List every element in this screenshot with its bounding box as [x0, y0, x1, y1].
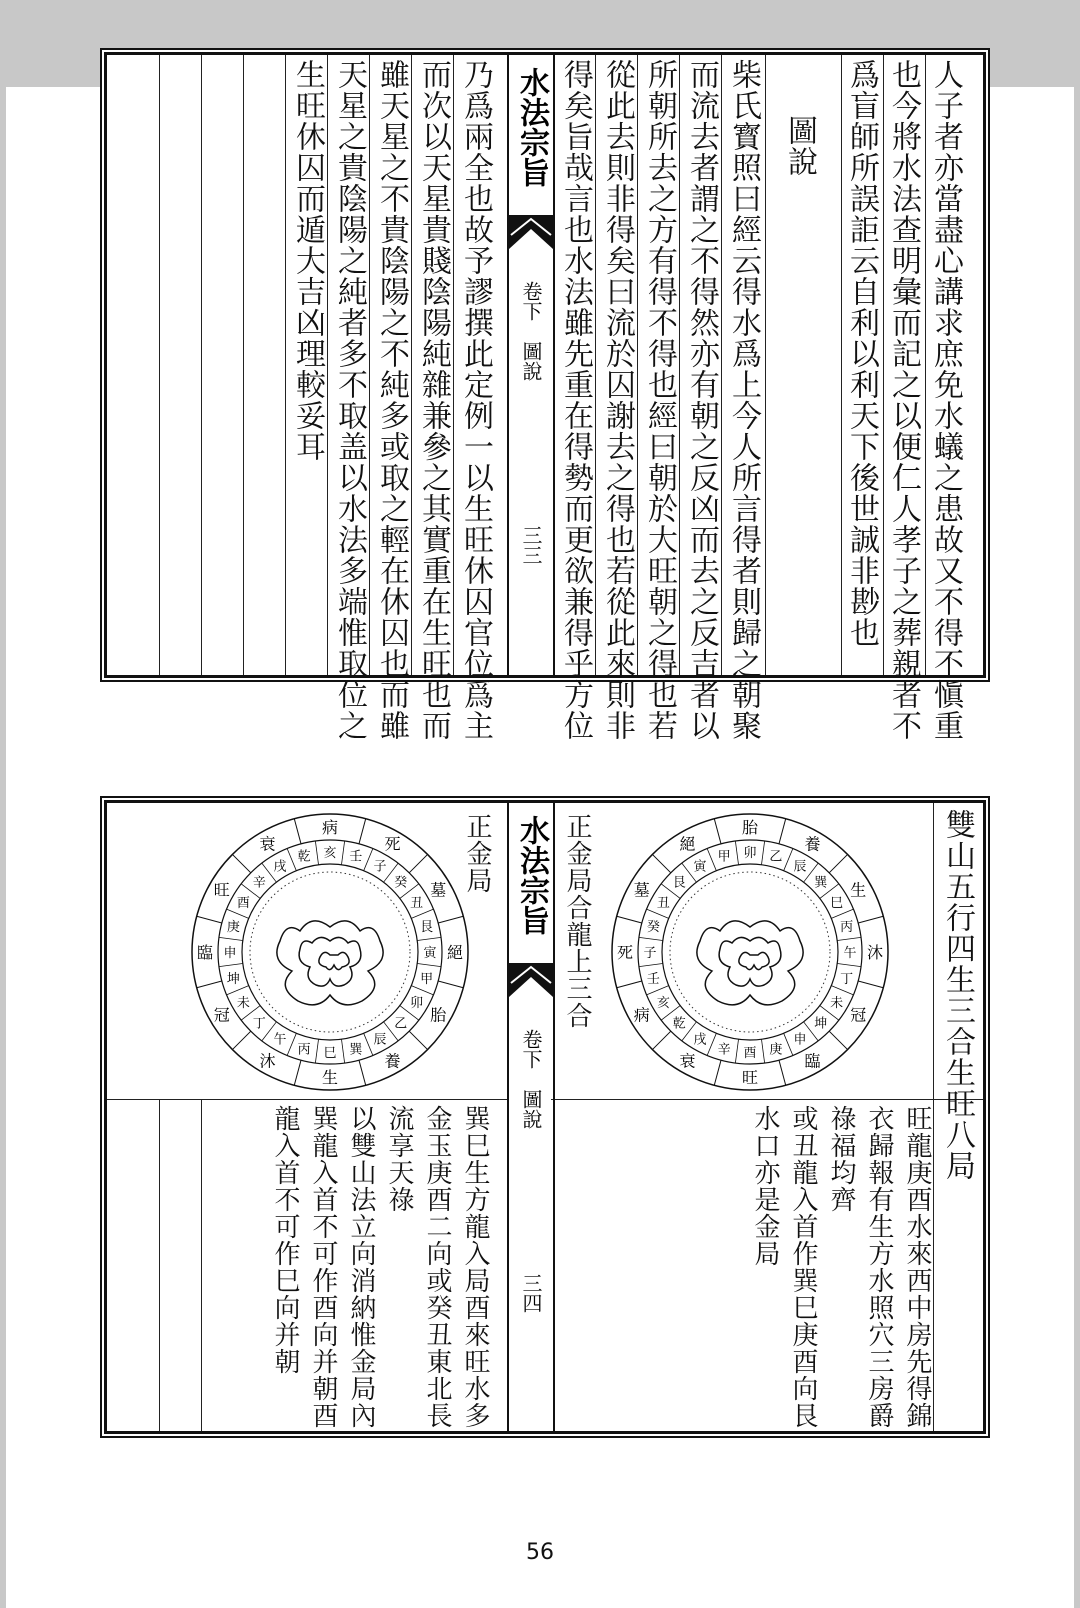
inner-ring-label: 庚: [769, 1042, 783, 1058]
inner-ring-label: 巽: [814, 875, 828, 891]
outer-ring-label: 臨: [804, 1051, 821, 1071]
ring-divider: [364, 849, 373, 871]
outer-ring-label: 絕: [446, 943, 464, 962]
ring-divider: [617, 981, 642, 988]
inner-ring-label: 子: [643, 946, 657, 961]
inner-ring-label: 乾: [297, 849, 311, 865]
ring-divider: [784, 1033, 793, 1055]
ring-divider: [409, 1031, 427, 1049]
mountain-stroke: [299, 937, 361, 986]
ring-divider: [858, 916, 883, 923]
ring-divider: [779, 819, 786, 844]
ring-divider: [735, 1039, 738, 1063]
inner-ring-label: 甲: [420, 971, 434, 987]
ring-divider: [652, 1031, 670, 1049]
outer-ring-label: 沐: [866, 943, 884, 962]
ring-divider: [617, 916, 642, 923]
inner-ring-label: 丁: [252, 1016, 266, 1032]
folio-number: 三三: [519, 525, 543, 565]
text-column: 衣歸報有生方水照穴三房爵: [864, 1105, 894, 1429]
outer-ring-label: 養: [804, 834, 821, 854]
inner-ring-label: 艮: [420, 920, 434, 936]
compass-middle-circle: [638, 840, 862, 1064]
chart-heading: 雙山五行四生三合生旺八局: [940, 809, 975, 1181]
ring-divider: [232, 1031, 250, 1049]
inner-ring-label: 坤: [226, 971, 240, 987]
inner-ring-label: 午: [843, 946, 857, 961]
folio-number: 三四: [519, 1273, 543, 1313]
text-column: 金玉庚酉二向或癸丑東北長: [422, 1105, 452, 1429]
inner-ring-label: 庚: [226, 920, 240, 936]
volume-label: 卷下 圖說: [519, 1029, 543, 1129]
compass-inner-circle: [242, 864, 418, 1040]
compass-inner-circle: [662, 864, 838, 1040]
ring-divider: [294, 819, 301, 844]
fish-tail-mark: [509, 215, 553, 249]
outer-ring-label: 衰: [679, 1051, 696, 1071]
inner-ring-label: 午: [273, 1032, 287, 1048]
inner-ring-label: 丑: [656, 896, 670, 911]
inner-ring-label: 丑: [410, 896, 424, 911]
inner-ring-label: 亥: [656, 996, 670, 1011]
ring-divider: [438, 981, 463, 988]
ring-divider: [707, 1033, 716, 1055]
outer-ring-label: 胎: [741, 818, 759, 837]
inner-ring-label: 戌: [273, 859, 287, 875]
inner-ring-label: 巳: [323, 1046, 337, 1061]
ring-divider: [639, 937, 663, 940]
inner-ring-label: 艮: [672, 875, 686, 891]
fish-tail-mark: [509, 963, 553, 997]
ring-divider: [315, 841, 318, 865]
ring-divider: [197, 981, 222, 988]
ring-divider: [784, 849, 793, 871]
ring-divider: [364, 1033, 373, 1055]
text-column: 天星之貴陰陽之純者多不取盖以水法多端惟取位之: [332, 59, 367, 741]
compass-diagram: [187, 809, 473, 1095]
text-column: 巽龍入首不可作酉向并朝酉: [308, 1105, 338, 1429]
ring-divider: [837, 963, 861, 966]
inner-ring-label: 寅: [423, 946, 437, 961]
inner-ring-label: 乙: [769, 849, 783, 865]
outer-ring-label: 胎: [430, 1005, 447, 1025]
outer-ring-label: 絕: [679, 834, 696, 854]
outer-ring-label: 生: [321, 1068, 339, 1087]
outer-ring-label: 養: [384, 1051, 401, 1071]
ring-divider: [315, 1039, 318, 1063]
inner-ring-label: 酉: [743, 1046, 757, 1061]
ring-divider: [417, 963, 441, 966]
inner-ring-label: 申: [223, 946, 237, 961]
top-page-frame: [104, 52, 986, 741]
mountain-motif: [697, 921, 803, 1005]
spine: [507, 803, 555, 1431]
text-column: 而次以天星貴賤陰陽純雜兼參之其實重在生旺也而: [416, 59, 451, 741]
diagram-caption: 正金局合龍上三合: [562, 813, 592, 1029]
inner-ring-label: 乾: [672, 1016, 686, 1032]
outer-ring-label: 死: [616, 943, 634, 962]
ring-divider: [341, 1039, 344, 1063]
inner-ring-label: 甲: [717, 849, 731, 865]
inner-ring-label: 亥: [323, 846, 337, 861]
compass-dotted-circle: [670, 872, 830, 1032]
inner-ring-label: 卯: [743, 846, 757, 861]
ring-divider: [837, 937, 861, 940]
inner-ring-label: 寅: [693, 859, 707, 875]
outer-ring-label: 冠: [213, 1005, 230, 1025]
inner-ring-label: 申: [793, 1032, 807, 1048]
text-column: 也今將水法查明彙而記之以便仁人孝子之葬親者不: [886, 59, 921, 741]
outer-ring-label: 旺: [213, 880, 230, 900]
inner-ring-label: 卯: [410, 996, 424, 1011]
text-column: 所朝所去之方有得不得也經曰朝於大旺朝之得也若: [642, 59, 677, 741]
text-column: 爲盲師所誤詎云自利以利天下後世誠非尠也: [844, 59, 879, 648]
outer-ring-label: 病: [321, 818, 339, 837]
inner-ring-label: 乙: [394, 1016, 408, 1032]
compass-dotted-circle: [250, 872, 410, 1032]
inner-ring-label: 辛: [717, 1042, 731, 1058]
ring-divider: [858, 981, 883, 988]
inner-ring-label: 辰: [793, 859, 807, 875]
ring-divider: [359, 819, 366, 844]
mountain-motif: [277, 921, 383, 1005]
ring-divider: [232, 854, 250, 872]
ring-divider: [341, 841, 344, 865]
text-column: 祿福均齊: [826, 1105, 856, 1213]
inner-ring-label: 酉: [236, 896, 250, 911]
ring-divider: [409, 854, 427, 872]
mountain-stroke: [719, 937, 781, 986]
inner-ring-label: 丁: [840, 971, 854, 987]
ring-divider: [652, 854, 670, 872]
outer-ring-label: 生: [850, 880, 867, 900]
ring-divider: [411, 986, 433, 995]
ring-divider: [438, 916, 463, 923]
ring-divider: [761, 841, 764, 865]
outer-ring-label: 臨: [196, 943, 214, 962]
compass-diagram: [607, 809, 893, 1095]
ring-divider: [219, 937, 243, 940]
outer-ring-label: 衰: [259, 834, 276, 854]
mountain-stroke: [697, 921, 803, 1005]
ring-divider: [227, 986, 249, 995]
ring-divider: [294, 1060, 301, 1085]
inner-ring-label: 辛: [252, 875, 266, 891]
ring-divider: [779, 1060, 786, 1085]
inner-ring-label: 辰: [373, 1032, 387, 1048]
ring-divider: [714, 1060, 721, 1085]
ring-divider: [735, 841, 738, 865]
inner-ring-label: 子: [373, 859, 387, 875]
inner-ring-label: 壬: [646, 971, 660, 987]
text-column: 雖天星之不貴陰陽之不純多或取之輕在休囚也而雖: [374, 59, 409, 741]
inner-ring-label: 癸: [394, 875, 408, 891]
inner-ring-label: 癸: [646, 920, 660, 936]
diagram-caption: 正金局: [462, 813, 492, 894]
ring-divider: [359, 1060, 366, 1085]
inner-ring-label: 巳: [830, 896, 844, 911]
text-column: 乃爲兩全也故予謬撰此定例一以生旺休囚官位爲主: [458, 59, 493, 741]
inner-ring-label: 壬: [349, 849, 363, 865]
ring-divider: [219, 963, 243, 966]
ring-divider: [829, 1031, 847, 1049]
outer-ring-label: 死: [384, 834, 401, 854]
outer-ring-label: 沐: [259, 1051, 276, 1071]
mountain-stroke: [277, 921, 383, 1005]
spine: [507, 55, 555, 675]
book-title: 水法宗旨: [514, 815, 549, 935]
text-column: 龍入首不可作巳向并朝: [270, 1105, 300, 1375]
text-column: 得矣旨哉言也水法雖先重在得勢而更欲兼得乎方位: [558, 59, 593, 741]
text-column: 人子者亦當盡心講求庶免水蟻之患故又不得不愼重: [928, 59, 963, 741]
section-heading: 圖說: [782, 115, 817, 177]
inner-ring-label: 丙: [840, 920, 854, 936]
inner-ring-label: 戌: [693, 1032, 707, 1048]
book-title: 水法宗旨: [514, 67, 549, 187]
text-column: 柴氏寳照曰經云得水爲上今人所言得者則歸之朝聚: [726, 59, 761, 741]
outer-ring-label: 冠: [850, 1005, 867, 1025]
bottom-page-frame: [104, 800, 986, 1434]
ring-divider: [287, 849, 296, 871]
ring-divider: [707, 849, 716, 871]
text-column: 旺龍庚酉水來西中房先得錦: [902, 1105, 932, 1429]
ring-divider: [829, 854, 847, 872]
text-column: 從此去則非得矣曰流於囚謝去之得也若從此來則非: [600, 59, 635, 741]
ring-divider: [639, 963, 663, 966]
mountain-stroke: [319, 952, 349, 969]
ring-divider: [417, 937, 441, 940]
ring-divider: [831, 986, 853, 995]
volume-label: 卷下 圖說: [519, 281, 543, 381]
text-column: 而流去者謂之不得然亦有朝之反凶而去之反吉者以: [684, 59, 719, 741]
outer-ring-label: 墓: [633, 880, 650, 900]
outer-ring-label: 旺: [741, 1068, 759, 1087]
ring-divider: [761, 1039, 764, 1063]
text-column: 水口亦是金局: [750, 1105, 780, 1267]
mountain-stroke: [739, 952, 769, 969]
text-column: 以雙山法立向消納惟金局內: [346, 1105, 376, 1429]
ring-divider: [714, 819, 721, 844]
inner-ring-label: 坤: [814, 1016, 828, 1032]
inner-ring-label: 丙: [297, 1042, 311, 1058]
inner-ring-label: 未: [236, 996, 250, 1011]
compass-middle-circle: [218, 840, 442, 1064]
ring-divider: [287, 1033, 296, 1055]
inner-ring-label: 未: [830, 996, 844, 1011]
ring-divider: [647, 986, 669, 995]
inner-ring-label: 巽: [349, 1042, 363, 1058]
outer-ring-label: 病: [633, 1005, 650, 1025]
page-number: 56: [526, 1540, 554, 1565]
text-column: 巽巳生方龍入局酉來旺水多: [460, 1105, 490, 1429]
outer-ring-label: 墓: [430, 880, 447, 900]
ring-divider: [197, 916, 222, 923]
text-column: 或丑龍入首作巽巳庚酉向艮: [788, 1105, 818, 1429]
text-column: 流享天祿: [384, 1105, 414, 1213]
text-column: 生旺休囚而遁大吉凶理較妥耳: [290, 59, 325, 462]
